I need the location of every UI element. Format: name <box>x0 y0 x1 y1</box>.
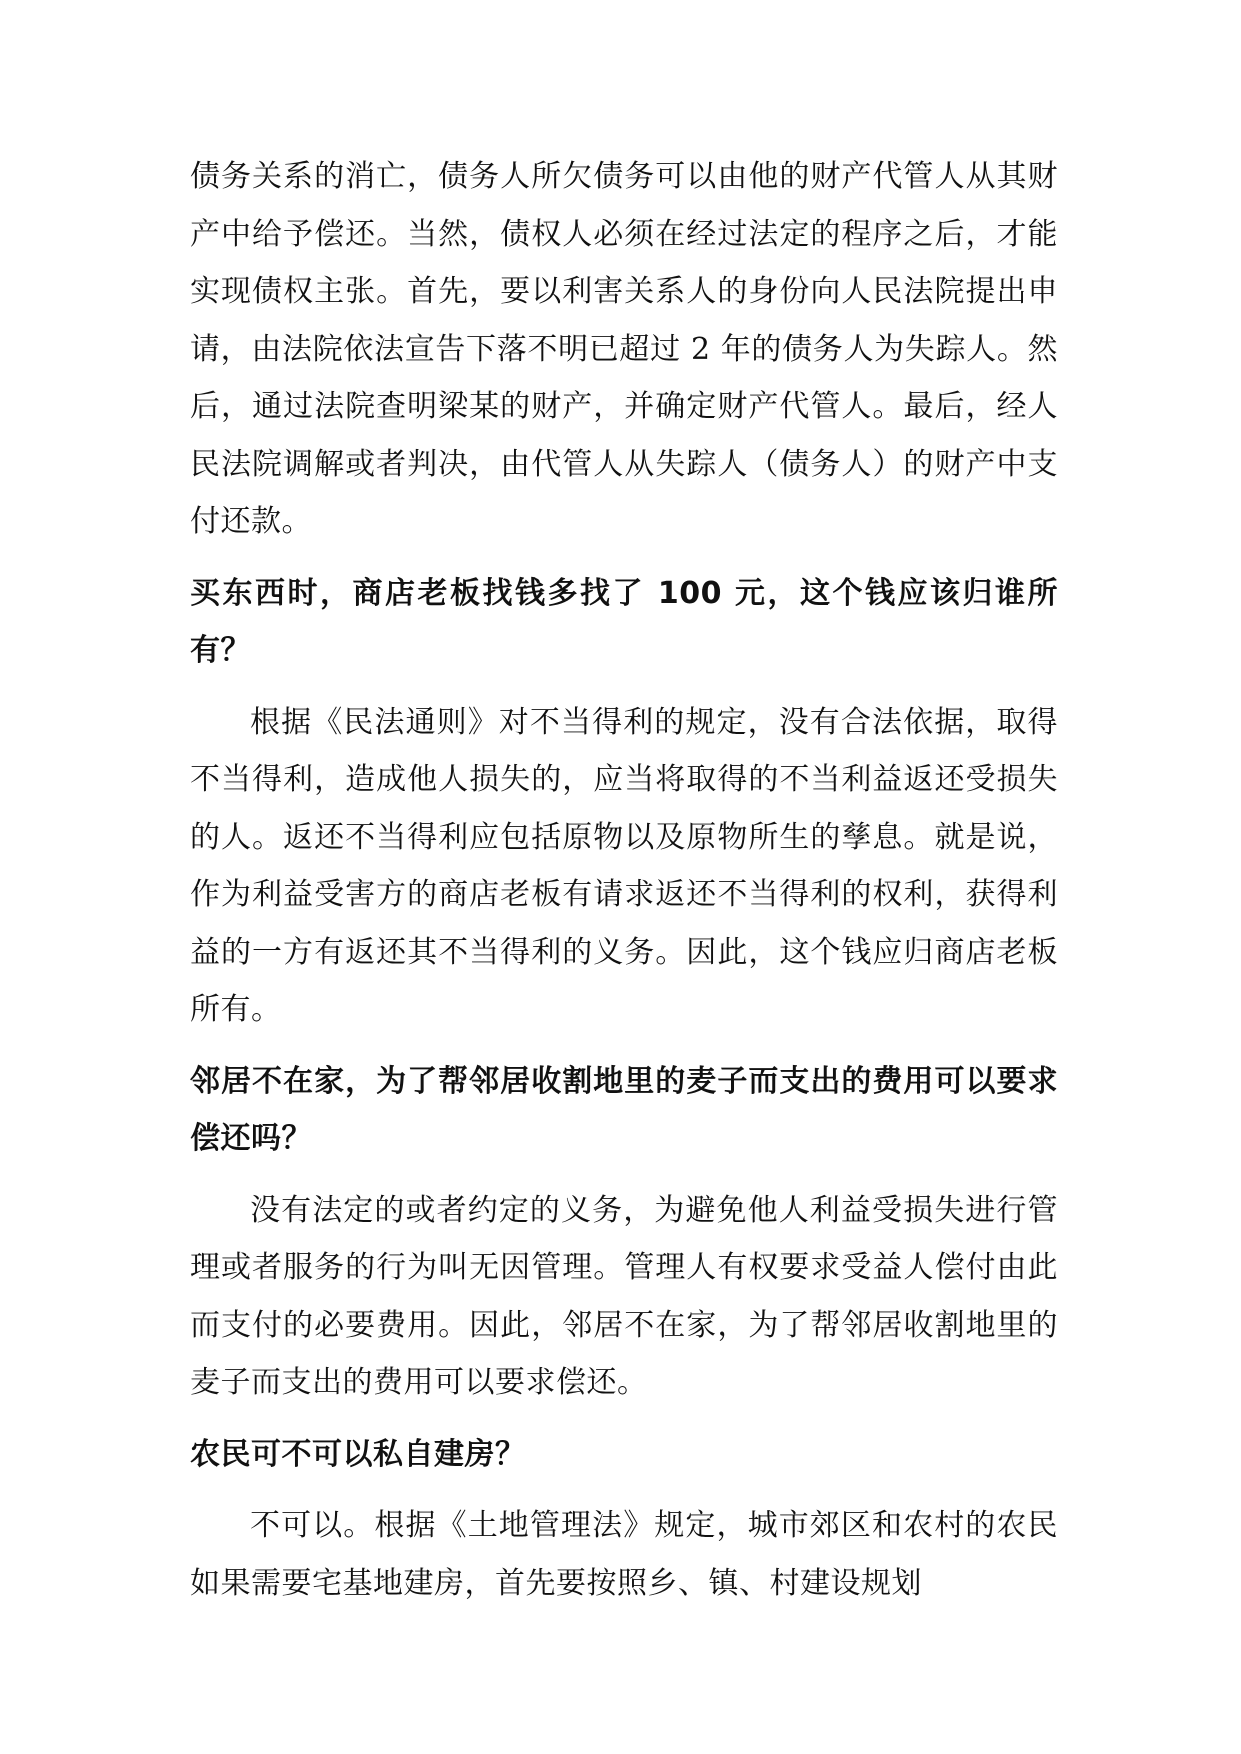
document-page <box>190 148 1058 1612</box>
heading-neighbor-harvest: 邻居不在家，为了帮邻居收割地里的麦子而支出的费用可以要求偿还吗？ <box>190 1063 1058 1156</box>
paragraph-debt-continuation: 债务关系的消亡，债务人所欠债务可以由他的财产代管人从其财产中给予偿还。当然，债权人必须在经过法定的程序之后，才能实现债权主张。首先，要以利害关系人的身份向人民法院提出申请，由法院依法宣告下落不明已超过 2 年的债务人为失踪人。然后，通过法院查明梁某的财产，并确定财产代管人。最后，经人民法院调解或者判决，由代管人从失踪人（债务人）的财产中支付还款。 <box>190 159 1058 539</box>
paragraph-negotiorum-gestio: 没有法定的或者约定的义务，为避免他人利益受损失进行管理或者服务的行为叫无因管理。管理人有权要求受益人偿付由此而支付的必要费用。因此，邻居不在家，为了帮邻居收割地里的麦子而支出的费用可以要求偿还。 <box>190 1192 1058 1400</box>
paragraph-land-management: 不可以。根据《土地管理法》规定，城市郊区和农村的农民如果需要宅基地建房，首先要按照乡、镇、村建设规划 <box>190 1508 1058 1601</box>
heading-overpaid-change: 买东西时，商店老板找钱多找了 100 元，这个钱应该归谁所有？ <box>190 575 1058 668</box>
heading-farmer-housing: 农民可不可以私自建房？ <box>190 1436 526 1472</box>
paragraph-unjust-enrichment: 根据《民法通则》对不当得利的规定，没有合法依据，取得不当得利，造成他人损失的，应当将取得的不当利益返还受损失的人。返还不当得利应包括原物以及原物所生的孳息。就是说，作为利益受害方的商店老板有请求返还不当得利的权利，获得利益的一方有返还其不当得利的义务。因此，这个钱应归商店老板所有。 <box>190 704 1058 1027</box>
